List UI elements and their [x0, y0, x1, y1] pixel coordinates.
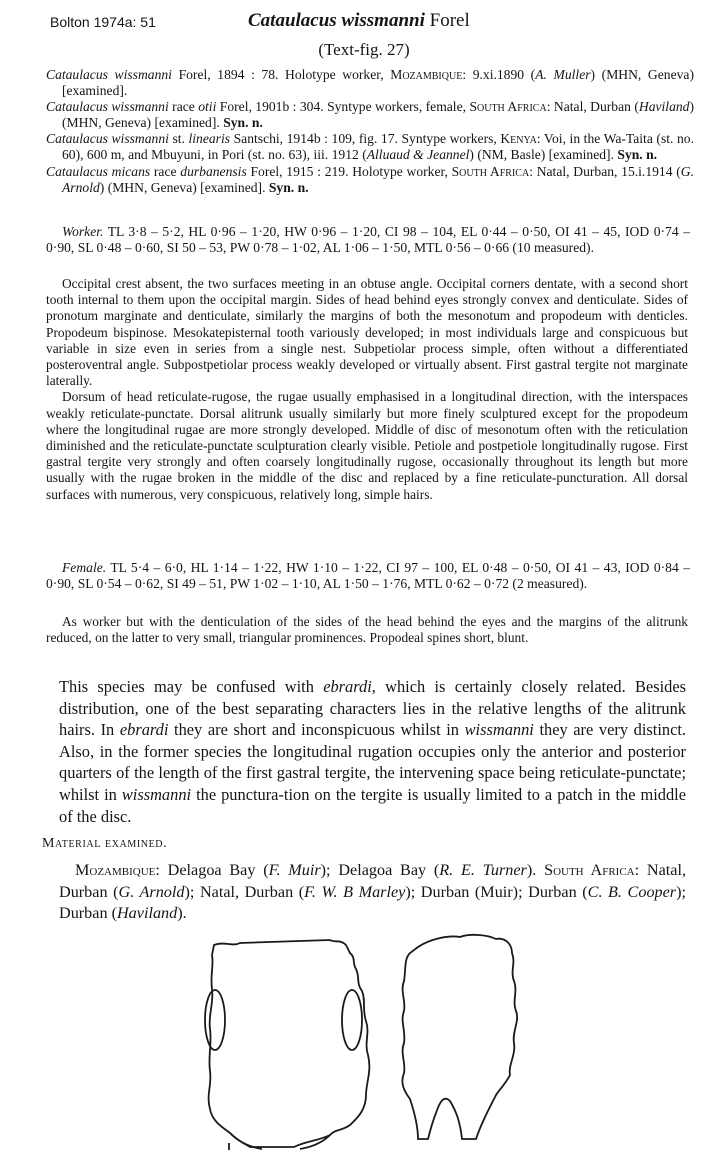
head-outline-figures — [0, 925, 728, 1150]
taxon-name: Cataulacus micans — [46, 163, 151, 179]
species-title — [248, 10, 470, 32]
text-figure-ref: (Text-fig. 27) — [318, 40, 410, 59]
discussion-text-5: the punctura-tion on the tergite is usually limited to a patch in the middle of the disc. — [59, 784, 686, 826]
female-description — [46, 614, 688, 646]
female-description-text: As worker but with the denticulation of the sides of the head behind the eyes and the margins of the alitrunk reduced, on the latter to very small, triangular prominences. Propodeal spines short, blunt. — [46, 614, 688, 646]
taxon-subname: otii — [198, 99, 217, 115]
material-country: South Africa — [544, 861, 635, 879]
synonymy-depository: ) (NM, Basle) [examined]. — [469, 147, 614, 163]
female-measurements — [46, 560, 690, 592]
taxon-subname: linearis — [188, 131, 231, 147]
collector: Haviland — [638, 99, 690, 115]
taxon-name: Cataulacus wissmanni — [46, 99, 169, 115]
species-ref-ebrardi-2: ebrardi — [119, 720, 169, 740]
worker-description-structure: Occipital crest absent, the two surfaces meeting in an obtuse angle. Occipital corners dentate, with a second short tooth internal to them upon the occipital margin. Sides of head behind eyes strongly convex and denticulate. Sides of pronotum marginate and denticulate, similarly the margins of both the mesonotum and propodeum with denticles. Propodeum bispinose. Mesokatepisternal tooth variously developed; in most individuals large and conspicuous but variable in size even in series from a single nest. Subpetiolar process simple, often without a differentiated posteroventral angle. Subpostpetiolar process weakly developed or virtually absent. First gastral tergite not marginate laterally. — [46, 276, 688, 389]
species-ref-ebrardi: ebrardi — [323, 677, 372, 696]
species-author: Forel — [429, 10, 470, 31]
taxon-rank: race — [150, 163, 181, 179]
collector: G. Arnold — [62, 163, 694, 195]
worker-description — [46, 276, 688, 503]
discussion-paragraph — [59, 676, 686, 827]
discussion-text-1: This species may be confused with — [59, 677, 324, 696]
synonymy-list — [46, 67, 694, 196]
synonymy-citation: Forel, 1915 : 219. Holotype worker, — [246, 163, 452, 179]
taxon-name: Cataulacus wissmanni — [46, 131, 169, 147]
species-name: Cataulacus wissmanni — [248, 10, 425, 31]
taxon-rank: race — [168, 99, 199, 115]
synonymy-depository: ) (MHN, Geneva) [examined]. — [62, 67, 694, 99]
synonymy-locality: : Voi, in the Wa-Taita (st. no. 60), 600 m, and Mbuyuni, in Pori (st. no. 63), iii. 1912 ( — [62, 131, 694, 163]
synonymy-entry — [46, 164, 694, 196]
synonymy-entry — [46, 131, 694, 163]
header — [0, 8, 728, 36]
material-heading: Material examined. — [42, 836, 168, 851]
discussion-text-4: they are very distinct. Also, in the former species the longitudinal rugation occupies only the anterior and posterior quarters of the length of the first gastral tergite, the intervening space being reticulate-punctate; whilst in — [59, 720, 687, 804]
synonymy-depository: ) (MHN, Geneva) [examined]. — [62, 99, 694, 131]
material-collector: F. Muir — [268, 861, 321, 879]
material-collector: Haviland — [116, 904, 178, 923]
worker-description-sculpture: Dorsum of head reticulate-rugose, the rugae usually emphasised in a longitudinal direction, with the interspaces weakly reticulate-punctate. Dorsal alitrunk usually similarly but more finely sculptured except for the propodeum where the longitudinal rugae are more strongly developed. Middle of disc of mesonotum often with the reticulation diminished and the reticulate-punctate sculpturation clearly visible. Petiole and postpetiole longitudinally rugose. First gastral tergite very strongly and often coarsely longitudinally rugose, occasionally throughout its length but more usually with the rugae broken in the middle of the disc and replaced by a fine reticulate-puncturation. All dorsal surfaces with numerous, very conspicuous, relatively long, simple hairs. — [46, 389, 688, 502]
synonymy-citation: Santschi, 1914b : 109, fig. 17. Syntype workers, — [230, 131, 501, 147]
material-collector: C. B. Cooper — [587, 882, 677, 901]
type-locality-country: Kenya — [500, 131, 537, 147]
material-text: ); Durban (Muir); Durban ( — [405, 882, 588, 901]
taxon-subname: durbanensis — [180, 163, 247, 179]
synonymy-status: Syn. n. — [268, 179, 309, 195]
material-text: ); Natal, Durban ( — [184, 882, 305, 901]
material-text: ). — [177, 904, 187, 923]
material-list — [59, 860, 686, 925]
material-collector: F. W. B Marley — [304, 882, 406, 901]
type-locality-country: South Africa — [469, 99, 547, 115]
discussion-text-3: they are short and inconspicuous whilst in — [168, 720, 465, 740]
synonymy-citation: Forel, 1901b : 304. Syntype workers, female, — [216, 99, 470, 115]
synonymy-locality: : Natal, Durban ( — [546, 99, 639, 115]
material-text: ); Delagoa Bay ( — [320, 861, 440, 879]
citation: Bolton 1974a: 51 — [50, 14, 156, 30]
worker-measurement-values: TL 3·8 – 5·2, HL 0·96 – 1·20, HW 0·96 – 1·20, CI 98 – 104, EL 0·44 – 0·50, OI 41 – 45, IOD 0·74 – 0·90, SL 0·48 – 0·60, SI 50 – 53, PW 0·78 – 1·02, AL 1·06 – 1·50, MTL 0·56 – 0·66 (10 measured). — [46, 224, 690, 255]
worker-label: Worker. — [62, 224, 104, 239]
collector: Alluaud & Jeannel — [366, 147, 470, 163]
type-locality-country: Mozambique — [390, 67, 463, 82]
material-collector: G. Arnold — [118, 882, 185, 901]
material-country: Mozambique — [75, 861, 156, 879]
synonymy-status: Syn. n. — [617, 147, 658, 163]
discussion-text-2: , which is certainly closely related. Besides distribution, one of the best separating characters lies in the relative lengths of the alitrunk hairs. In — [59, 677, 686, 740]
worker-measurements — [46, 224, 690, 256]
synonymy-depository: ) (MHN, Geneva) [examined]. — [99, 179, 266, 195]
species-ref-wissmanni-2: wissmanni — [121, 784, 192, 804]
synonymy-citation: Forel, 1894 : 78. Holotype worker, — [171, 67, 391, 82]
head-outline-icon — [205, 935, 517, 1150]
female-measurement-values: TL 5·4 – 6·0, HL 1·14 – 1·22, HW 1·10 – 1·22, CI 97 – 100, EL 0·48 – 0·50, OI 41 – 43, IOD 0·84 – 0·90, SL 0·54 – 0·62, SI 49 – 51, PW 1·02 – 1·10, AL 1·50 – 1·76, MTL 0·62 – 0·72 (2 measured). — [46, 560, 690, 591]
material-text: : Delagoa Bay ( — [155, 861, 269, 879]
material-text: ); Durban ( — [59, 882, 687, 923]
taxon-name: Cataulacus wissmanni — [46, 67, 172, 82]
taxon-rank: st. — [168, 131, 189, 147]
synonymy-locality: : 9.xi.1890 ( — [462, 67, 536, 82]
synonymy-status: Syn. n. — [223, 115, 263, 131]
material-collector: R. E. Turner — [439, 861, 527, 879]
material-text: ). — [526, 861, 545, 879]
synonymy-locality: : Natal, Durban, 15.i.1914 ( — [529, 163, 681, 179]
synonymy-entry — [46, 67, 694, 99]
collector: A. Muller — [535, 67, 591, 82]
species-ref-wissmanni: wissmanni — [464, 720, 534, 740]
synonymy-entry — [46, 99, 694, 131]
material-text: : Natal, Durban ( — [59, 861, 686, 901]
female-label: Female. — [62, 560, 107, 575]
type-locality-country: South Africa — [451, 163, 530, 179]
